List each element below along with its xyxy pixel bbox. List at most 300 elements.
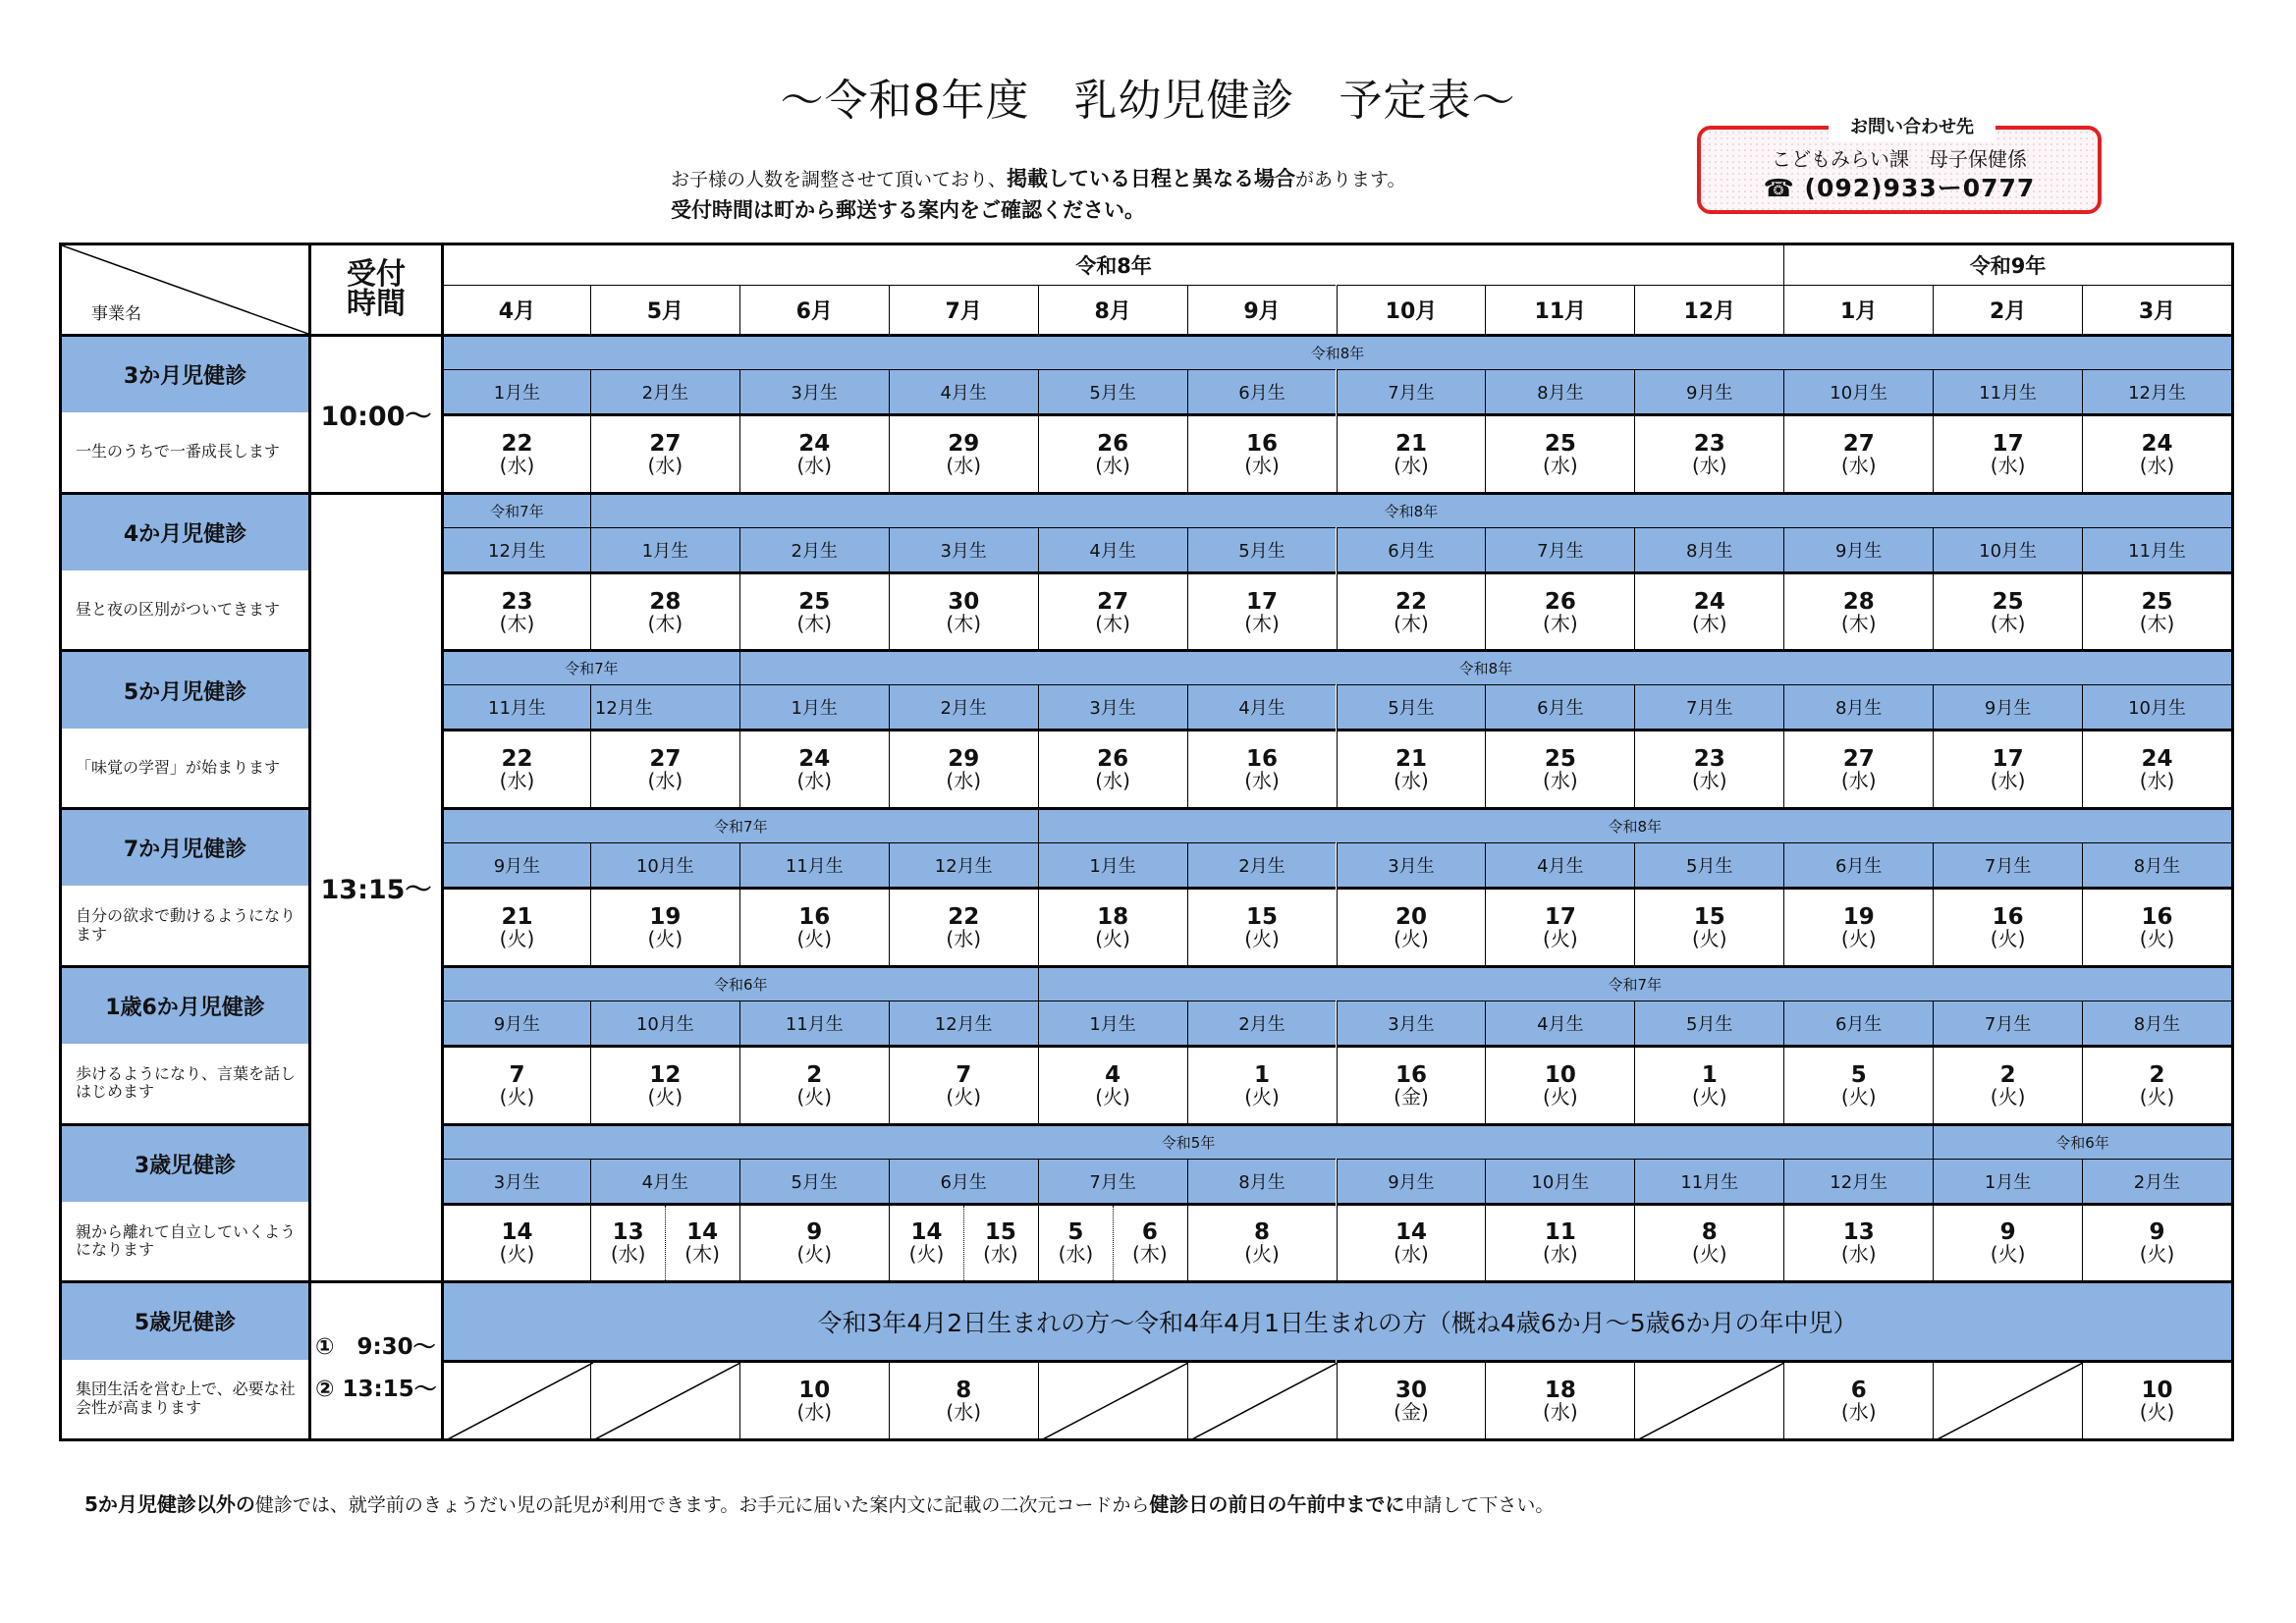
exam-date-cell[interactable] [1485, 887, 1634, 965]
date-day: 11 [1544, 1219, 1576, 1246]
exam-date-cell[interactable] [1933, 1045, 2082, 1123]
exam-date [2139, 1061, 2175, 1109]
birth-month: 12月生 [441, 527, 590, 571]
exam-date-cell[interactable] [889, 1203, 1038, 1281]
birth-month: 9月生 [1337, 1159, 1486, 1203]
date-weekday: (木) [2139, 611, 2175, 635]
header-name-label: 事業名 [91, 304, 141, 324]
exam-date-cell[interactable] [590, 729, 739, 807]
exam-date [1095, 588, 1130, 635]
date-weekday: (火) [1244, 1242, 1280, 1267]
exam-date-cell[interactable] [590, 571, 739, 650]
date-weekday: (水) [1990, 453, 2026, 477]
no-exam-cell [441, 1360, 590, 1438]
exam-date [1990, 903, 2026, 950]
date-weekday: (水) [1095, 453, 1130, 477]
exam-date [1543, 1061, 1578, 1109]
date-weekday: (水) [796, 1400, 833, 1425]
date-weekday: (火) [499, 1084, 535, 1109]
split-divider [963, 1206, 964, 1281]
birth-year-band: 令和7年 [441, 649, 739, 684]
birth-month: 5月生 [1337, 684, 1486, 729]
birth-month: 8月生 [1187, 1159, 1337, 1203]
exam-date-cell[interactable] [441, 729, 590, 807]
exam-date-cell[interactable] [2082, 1360, 2231, 1438]
birth-month: 5月生 [1187, 527, 1337, 571]
exam-date-cell[interactable] [739, 1045, 889, 1123]
birth-month: 7月生 [1933, 842, 2082, 887]
date-day: 25 [1544, 746, 1576, 773]
date-weekday: (水) [1840, 1400, 1877, 1425]
birth-month: 1月生 [1038, 842, 1187, 887]
exam-description: 親から離れて自立していくようになります [76, 1221, 297, 1260]
exam-date-cell[interactable] [441, 887, 590, 965]
exam-date-cell[interactable] [1337, 887, 1486, 965]
header-year: 令和8年 [441, 245, 1783, 285]
date-weekday: (水) [946, 926, 981, 950]
exam-date-cell[interactable] [1337, 413, 1486, 492]
date-day: 19 [649, 903, 682, 930]
exam-date-cell[interactable] [441, 571, 590, 650]
exam-date [647, 1061, 683, 1109]
exam-date-cell[interactable] [1933, 1203, 2082, 1281]
birth-month: 1月生 [441, 369, 590, 413]
date-weekday: (火) [2139, 926, 2175, 950]
birth-month: 5月生 [1634, 842, 1783, 887]
exam-date [1990, 1061, 2026, 1109]
exam-date-cell[interactable] [1485, 1360, 1634, 1438]
split-divider [1113, 1206, 1114, 1281]
exam-date-cell[interactable] [739, 571, 889, 650]
exam-date-cell[interactable] [441, 1045, 590, 1123]
exam-date [1543, 1219, 1578, 1267]
date-weekday: (火) [647, 926, 683, 950]
exam-date-cell[interactable] [1337, 1360, 1486, 1438]
date-weekday: (木) [796, 611, 833, 635]
exam-date-cell[interactable] [1187, 571, 1337, 650]
exam-date-cell[interactable] [590, 1045, 739, 1123]
date-weekday: (木) [1990, 611, 2026, 635]
exam-date [1095, 1061, 1130, 1109]
exam-date-cell[interactable] [2082, 1203, 2231, 1281]
birth-month: 10月生 [590, 842, 739, 887]
date-day: 9 [806, 1219, 823, 1246]
exam-date [499, 1061, 535, 1109]
date-day: 21 [501, 903, 533, 930]
exam-date-cell[interactable] [1634, 887, 1783, 965]
birth-month: 2月生 [590, 369, 739, 413]
birth-month: 6月生 [1783, 842, 1933, 887]
date-day: 25 [1544, 430, 1576, 457]
date-weekday: (水) [1691, 769, 1727, 793]
exam-date-cell[interactable] [889, 729, 1038, 807]
exam-date-cell[interactable] [1038, 1203, 1187, 1281]
no-exam-slash-icon [444, 1363, 593, 1441]
birth-month: 12月生 [2082, 369, 2231, 413]
date-weekday: (火) [1840, 926, 1877, 950]
date-weekday: (水) [499, 453, 535, 477]
date-weekday: (水) [1095, 769, 1130, 793]
exam-date-cell[interactable] [1485, 571, 1634, 650]
phone-icon: ☎ [1763, 174, 1795, 202]
exam-date-cell[interactable] [1187, 729, 1337, 807]
date-day: 15 [1693, 903, 1725, 930]
date-day: 26 [1097, 746, 1129, 773]
date-weekday: (火) [1244, 1084, 1280, 1109]
date-weekday: (水) [647, 769, 683, 793]
date-weekday: (水) [1840, 769, 1877, 793]
exam-name: 3歳児健診 [62, 1123, 308, 1202]
exam-date [946, 1378, 981, 1425]
exam-name: 1歳6か月児健診 [62, 965, 308, 1044]
header-month: 11月 [1485, 285, 1634, 334]
exam-date-cell[interactable] [1783, 887, 1933, 965]
date-day: 24 [1693, 588, 1725, 615]
date-weekday: (火) [796, 1084, 833, 1109]
date-day: 9 [2149, 1219, 2165, 1246]
date-weekday: (木) [499, 611, 535, 635]
exam-date-cell[interactable] [739, 1203, 889, 1281]
date-day: 10 [798, 1378, 831, 1404]
exam-date-cell[interactable] [1038, 887, 1187, 965]
exam-date [796, 746, 833, 793]
date-day: 14 [686, 1219, 719, 1246]
date-weekday: (木) [1095, 611, 1130, 635]
exam-date-cell[interactable] [2082, 729, 2231, 807]
exam-date-cell[interactable] [1187, 413, 1337, 492]
date-weekday: (水) [946, 1400, 981, 1425]
schedule-table [59, 243, 2234, 1441]
date-weekday: (火) [1990, 1084, 2026, 1109]
header-year: 令和9年 [1783, 245, 2231, 285]
exam-date-cell[interactable] [441, 413, 590, 492]
exam-date [1095, 903, 1130, 950]
date-day: 30 [1394, 1378, 1427, 1404]
exam-date [946, 746, 981, 793]
date-day: 19 [1842, 903, 1875, 930]
exam-date-cell[interactable] [1485, 1203, 1634, 1281]
date-day: 14 [910, 1219, 943, 1246]
exam-date [1840, 588, 1877, 635]
exam-date [647, 746, 683, 793]
exam-date-cell[interactable] [1485, 1045, 1634, 1123]
date-day: 27 [1842, 430, 1875, 457]
birth-month: 6月生 [1337, 527, 1486, 571]
date-day: 16 [1992, 903, 2024, 930]
birth-year-band: 令和6年 [1933, 1123, 2231, 1159]
exam-date-cell[interactable] [739, 413, 889, 492]
birth-month: 4月生 [590, 1159, 739, 1203]
exam-date [591, 1219, 665, 1267]
date-day: 22 [1394, 588, 1427, 615]
date-day: 2 [1999, 1061, 2016, 1088]
date-day: 20 [1394, 903, 1427, 930]
date-weekday: (水) [1394, 453, 1429, 477]
note-text: があります。 [1295, 169, 1406, 190]
exam-date-cell[interactable] [1933, 413, 2082, 492]
date-weekday: (火) [2139, 1084, 2175, 1109]
eligibility-band: 令和3年4月2日生まれの方～令和4年4月1日生まれの方（概ね4歳6か月～5歳6か月の年中児） [441, 1280, 2231, 1360]
date-weekday: (水) [1244, 769, 1280, 793]
date-weekday: (水) [1394, 1242, 1429, 1267]
exam-description: 一生のうちで一番成長します [76, 442, 280, 461]
exam-date-cell[interactable] [1783, 1360, 1933, 1438]
reception-time [308, 1280, 441, 1438]
exam-date [1990, 746, 2026, 793]
date-weekday: (火) [1990, 926, 2026, 950]
exam-date [1394, 903, 1429, 950]
birth-month: 5月生 [1038, 369, 1187, 413]
date-day: 8 [1254, 1219, 1271, 1246]
date-weekday: (水) [1543, 1242, 1578, 1267]
date-day: 27 [1842, 746, 1875, 773]
exam-date [1840, 746, 1877, 793]
exam-date-cell[interactable] [2082, 571, 2231, 650]
exam-date-cell[interactable] [1933, 887, 2082, 965]
exam-date [2139, 588, 2175, 635]
date-weekday: (木) [1691, 611, 1727, 635]
birth-month: 8月生 [1783, 684, 1933, 729]
exam-date-cell[interactable] [1038, 571, 1187, 650]
exam-date [1840, 903, 1877, 950]
exam-date [1840, 1219, 1877, 1267]
exam-date-cell[interactable] [1337, 571, 1486, 650]
date-day: 6 [1141, 1219, 1158, 1246]
exam-date-cell[interactable] [1187, 887, 1337, 965]
no-exam-slash-icon [591, 1363, 740, 1441]
exam-date-cell[interactable] [739, 729, 889, 807]
exam-date [1244, 746, 1280, 793]
exam-date-cell[interactable] [1783, 729, 1933, 807]
exam-date-cell[interactable] [441, 1203, 590, 1281]
exam-date [647, 903, 683, 950]
date-weekday: (水) [946, 769, 981, 793]
date-day: 15 [1246, 903, 1279, 930]
exam-date-cell[interactable] [1038, 729, 1187, 807]
birth-month: 9月生 [1634, 369, 1783, 413]
exam-date-cell[interactable] [1337, 729, 1486, 807]
birth-month: 10月生 [1783, 369, 1933, 413]
date-day: 29 [948, 430, 980, 457]
no-exam-slash-icon [1635, 1363, 1784, 1441]
date-weekday: (木) [1840, 611, 1877, 635]
date-weekday: (水) [983, 1242, 1018, 1267]
date-weekday: (火) [1691, 1084, 1727, 1109]
footer-text: 健診では、就学前のきょうだい児の託児が利用できます。お手元に届いた案内文に記載の二次元コードから [254, 1494, 1150, 1516]
exam-date-cell[interactable] [1933, 571, 2082, 650]
date-day: 30 [948, 588, 980, 615]
exam-date-cell[interactable] [590, 887, 739, 965]
phone-number[interactable]: (092)933ー0777 [1804, 174, 2036, 202]
date-weekday: (水) [499, 769, 535, 793]
header-month: 1月 [1783, 285, 1933, 334]
birth-month: 8月生 [1634, 527, 1783, 571]
exam-date-cell[interactable] [889, 571, 1038, 650]
date-weekday: (水) [796, 453, 833, 477]
birth-month: 12月生 [889, 842, 1038, 887]
exam-date-cell[interactable] [1783, 1045, 1933, 1123]
header-month: 7月 [889, 285, 1038, 334]
exam-date-cell[interactable] [889, 887, 1038, 965]
exam-date-cell[interactable] [739, 887, 889, 965]
birth-month: 10月生 [1485, 1159, 1634, 1203]
exam-date [1543, 588, 1578, 635]
date-day: 16 [1246, 430, 1279, 457]
birth-year-band: 令和7年 [1038, 965, 2231, 1001]
header-time-cell [308, 245, 441, 334]
exam-description: 集団生活を営む上で、必要な社会性が高まります [76, 1380, 296, 1417]
exam-date [796, 1061, 833, 1109]
header-month: 6月 [739, 285, 889, 334]
exam-date-cell[interactable] [1783, 413, 1933, 492]
birth-year-band: 令和8年 [739, 649, 2231, 684]
date-day: 23 [1693, 430, 1725, 457]
date-day: 29 [948, 746, 980, 773]
date-weekday: (木) [684, 1242, 720, 1267]
exam-date-cell[interactable] [1038, 413, 1187, 492]
date-weekday: (火) [1394, 926, 1429, 950]
exam-date [796, 1219, 833, 1267]
date-day: 24 [798, 746, 831, 773]
date-weekday: (水) [1990, 769, 2026, 793]
exam-date-cell[interactable] [590, 413, 739, 492]
date-weekday: (木) [946, 611, 981, 635]
exam-description: 「味覚の学習」が始まります [76, 757, 281, 777]
exam-date [2139, 746, 2175, 793]
exam-date-cell[interactable] [2082, 887, 2231, 965]
no-exam-cell [590, 1360, 739, 1438]
date-day: 26 [1544, 588, 1576, 615]
exam-date-cell[interactable] [1933, 729, 2082, 807]
exam-date-cell[interactable] [1783, 1203, 1933, 1281]
exam-date [499, 746, 535, 793]
birth-month: 3月生 [441, 1159, 590, 1203]
date-weekday: (水) [610, 1242, 646, 1267]
exam-date [1394, 588, 1429, 635]
exam-date-cell[interactable] [1485, 729, 1634, 807]
birth-month: 8月生 [2082, 842, 2231, 887]
header-time-label: 時間 [347, 287, 406, 321]
exam-date-cell[interactable] [1634, 1045, 1783, 1123]
birth-year-band: 令和8年 [590, 492, 2231, 527]
header-month: 10月 [1337, 285, 1486, 334]
exam-date-cell[interactable] [1634, 729, 1783, 807]
date-weekday: (水) [2139, 453, 2175, 477]
date-day: 2 [806, 1061, 823, 1088]
exam-date-cell[interactable] [2082, 1045, 2231, 1123]
date-day: 8 [1701, 1219, 1718, 1246]
footer-emphasis: 健診日の前日の午前中までに [1149, 1492, 1405, 1516]
date-day: 17 [1246, 588, 1279, 615]
exam-date-cell[interactable] [889, 413, 1038, 492]
birth-month: 7月生 [1038, 1159, 1187, 1203]
date-weekday: (火) [796, 926, 833, 950]
exam-date-cell[interactable] [1187, 1045, 1337, 1123]
exam-date [2139, 430, 2175, 477]
date-day: 6 [1850, 1378, 1867, 1404]
exam-date [647, 430, 683, 477]
date-day: 13 [1842, 1219, 1875, 1246]
contact-department: こどもみらい課 母子保健係 [1772, 147, 2027, 171]
date-weekday: (水) [1840, 1242, 1877, 1267]
date-weekday: (火) [1691, 1242, 1727, 1267]
exam-date-cell[interactable] [1634, 413, 1783, 492]
no-exam-cell [1933, 1360, 2082, 1438]
exam-date-cell[interactable] [1337, 1203, 1486, 1281]
exam-date [1543, 746, 1578, 793]
birth-year-band: 令和7年 [441, 807, 1038, 842]
birth-month: 11月生 [739, 1001, 889, 1045]
date-day: 5 [1850, 1061, 1867, 1088]
exam-date [1244, 588, 1280, 635]
date-day: 25 [1992, 588, 2024, 615]
date-day: 22 [501, 746, 533, 773]
birth-month: 9月生 [441, 1001, 590, 1045]
birth-month: 11月生 [1933, 369, 2082, 413]
exam-name: 3か月児健診 [62, 334, 308, 412]
date-weekday: (火) [2139, 1242, 2175, 1267]
header-time-label: 受付 [347, 257, 406, 292]
exam-date [1394, 1378, 1429, 1425]
no-exam-slash-icon [1188, 1363, 1338, 1441]
exam-date-cell[interactable] [1783, 571, 1933, 650]
birth-month: 6月生 [1783, 1001, 1933, 1045]
date-day: 1 [1254, 1061, 1271, 1088]
birth-month: 3月生 [1337, 1001, 1486, 1045]
date-day: 17 [1992, 430, 2024, 457]
date-weekday: (火) [796, 1242, 833, 1267]
date-day: 27 [649, 746, 682, 773]
birth-month: 4月生 [889, 369, 1038, 413]
birth-month: 7月生 [1337, 369, 1486, 413]
date-day: 7 [956, 1061, 972, 1088]
exam-date-cell[interactable] [1634, 1203, 1783, 1281]
exam-date-cell[interactable] [1485, 413, 1634, 492]
birth-month: 7月生 [1634, 684, 1783, 729]
reception-note: 受付時間は町から郵送する案内をご確認ください。 [671, 198, 1145, 222]
date-day: 22 [948, 903, 980, 930]
exam-date [2139, 903, 2175, 950]
exam-date-cell[interactable] [1187, 1203, 1337, 1281]
exam-date-cell[interactable] [889, 1045, 1038, 1123]
exam-date-cell[interactable] [889, 1360, 1038, 1438]
header-month: 8月 [1038, 285, 1187, 334]
birth-month: 4月生 [1038, 527, 1187, 571]
birth-month: 9月生 [1933, 684, 2082, 729]
exam-date [1244, 430, 1280, 477]
exam-date [1543, 1378, 1578, 1425]
date-day: 24 [2141, 746, 2173, 773]
exam-date-cell[interactable] [739, 1360, 889, 1438]
date-weekday: (水) [946, 453, 981, 477]
exam-date-cell[interactable] [2082, 413, 2231, 492]
exam-date-cell[interactable] [1634, 571, 1783, 650]
date-weekday: (火) [647, 1084, 683, 1109]
reception-time-2: ② 13:15～ [315, 1377, 437, 1403]
date-day: 16 [2141, 903, 2173, 930]
exam-date [1244, 903, 1280, 950]
exam-date-cell[interactable] [590, 1203, 739, 1281]
exam-date [1244, 1061, 1280, 1109]
exam-date-cell[interactable] [1337, 1045, 1486, 1123]
birth-month: 1月生 [739, 684, 889, 729]
birth-month: 2月生 [889, 684, 1038, 729]
date-day: 14 [1394, 1219, 1427, 1246]
exam-date [1394, 430, 1429, 477]
exam-date [1990, 1219, 2026, 1267]
contact-label: お問い合わせ先 [1829, 114, 1995, 141]
exam-date-cell[interactable] [1038, 1045, 1187, 1123]
